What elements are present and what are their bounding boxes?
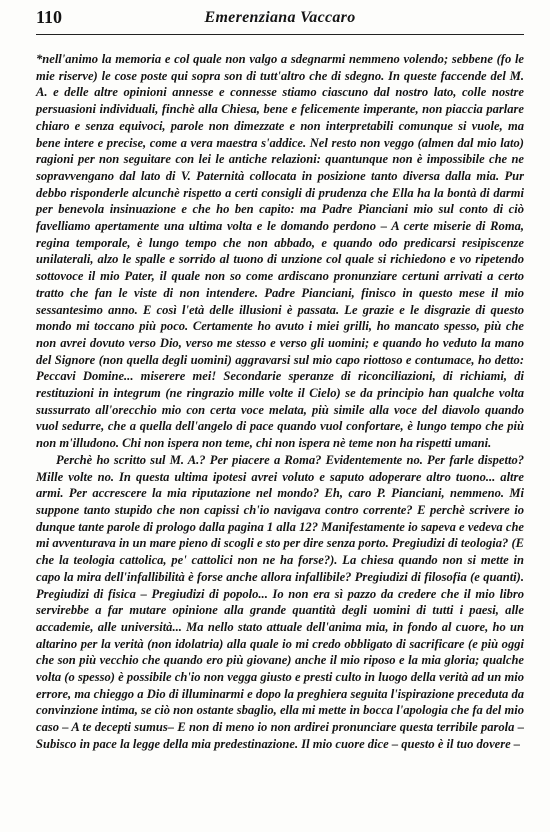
page-number: 110	[36, 7, 63, 27]
paragraph-1: *nell'animo la memoria e col quale non valgo a sdegnarmi nemmeno volendo; sebbene (fo le mie riserve) le cose poste qui sopra son di tutt'altro che di sdegno. In queste faccende del M. A. e delle altre opinioni annesse e connesse stiamo ciascuno dal nostro lato, colle nostre persuasioni individuali, finchè alla Chiesa, bene e felicemente imperante, non piaccia parlare chiaro e senza equivoci, parole non dimezzate e non interpretabili comunque si vuole, ma bene intere e precise, come a vera maestra s'addice. Nel resto non veggo (almen dal mio lato) ragioni per non seguitare con lei le antiche relazioni: quantunque non è impossibile che ne sopravvengano dal lato di V. Paternità collocata in posizione tanto diversa dalla mia. Pur debbo risponderle alcunchè rispetto a certi consigli di prudenza che Ella ha la bontà di darmi per benevola insinuazione e che ho ben capito: ma Padre Pianciani mio sul conto di ciò favelliamo apertamente una ultima volta e le domando perdono – A certe miserie di Roma, regina temporale, è lungo tempo che non abbado, e quando odo predicarsi resipiscenze unilaterali, alzo le spalle e sorrido al tuono di unzione col quale si richiedono e vo ripetendo sottovoce il mio Pater, il quale non so come ardiscano pronunziare certuni arrivati a certo tratto che fan le viste di non intendere. Padre Pianciani, finisco in questo mese il mio sessantesimo anno. E così l'età delle illusioni è passata. Le grazie e le disgrazie di questo mondo mi toccano più poco. Certamente ho avuto i miei grilli, ho mancato spesso, più che non avrei dovuto verso Dio, verso me stesso e verso gli uomini; e quando ho veduto la mano del Signore (non quella degli uomini) aggravarsi sul mio capo riottoso e contumace, ho detto: Peccavi Domine... miserere mei! Secondarie speranze di riconciliazioni, di richiami, di restituzioni in integrum (ne ringrazio mille volte il Cielo) se da principio han qualche volta sussurrato all'orecchio mio con certa voce melata, più simile alla voce del diavolo quando vuol sedurre, che a quella dell'angelo di pace quando vuol confortare, è lungo tempo che più non m'illudono. Chi non ispera non teme, chi non ispera nè teme non ha rispetti umani.	[36, 52, 524, 451]
page-header	[36, 4, 524, 35]
paragraph-2: Perchè ho scritto sul M. A.? Per piacere a Roma? Evidentemente no. Per farle dispetto? Mille volte no. In questa ultima ipotesi avrei voluto e saputo adoperare altro tuono... altre armi. Per accrescere la mia riputazione nel mondo? Eh, caro P. Pianciani, nemmeno. Mi suppone tanto stupido che non capissi ch'io navigava contro corrente? E perchè scrivere io dunque tante parole di prologo dalla pagina 1 alla 12? Manifestamente io sapeva e vedeva che mi avventurava in un mare pieno di scogli e sto per dire senza porto. Pregiudizi di teologia? (E che la teologia cattolica, pe' cattolici non ne ha forse?). La chiesa quando non si mette in capo la mira dell'infallibilità è forse anche allora infallibile? Pregiudizi di filosofia (e quanti). Pregiudizi di fisica – Pregiudizi di popolo... Io non era sì pazzo da credere che il mio libro servirebbe a far mutare opinione alla grande quantità degli uomini di tutti i paesi, alle accademie, alle università... Ma nello stato attuale dell'anima mia, in fondo al cuore, ho un altarino per la verità (non idolatria) alla quale io mi credo obbligato di sacrificare (e più oggi che son più vecchio che quando ero più giovane) anche il mio riposo e la mia gloria; qualche volta (o spesso) è possibile ch'io non vegga giusto e presti culto in luogo della verità ad un mio errore, ma chieggo a Dio di illuminarmi e dopo la preghiera seguita l'ispirazione preceduta da convinzione intima, se ciò non ostante sbaglio, ella mi mette in bocca l'apologia che fa del mio caso – A te decepti sumus– E non di meno io non ardirei pronunciare questa terribile parola – Subisco in pace la legge della mia predestinazione. Il mio cuore dice – questo è il tuo dovere –	[36, 452, 524, 751]
running-title: Emerenziana Vaccaro	[204, 9, 356, 26]
body-text	[36, 51, 524, 753]
book-page	[0, 4, 550, 832]
